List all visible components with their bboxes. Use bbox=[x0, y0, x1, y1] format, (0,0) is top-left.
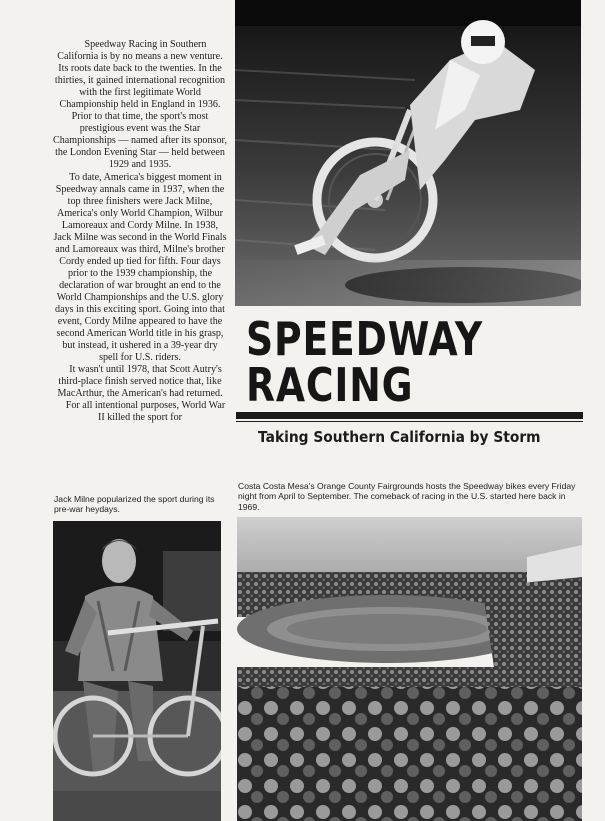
milne-caption: Jack Milne popularized the sport during its pre-war heydays. bbox=[54, 494, 215, 515]
article-body bbox=[53, 39, 227, 425]
jack-milne-photo bbox=[53, 521, 221, 821]
fairgrounds-stadium-photo bbox=[237, 517, 582, 821]
article-paragraph-4: For all intentional purposes, World War II killed the sport for bbox=[65, 400, 226, 424]
article-paragraph-2: To date, America's biggest moment in Speedway annals came in 1937, when the top three finishers were Jack Milne, America's only World Champion, Wilbur Lamoreaux and Cordy Milne. In 1938, Jack Milne was second in the World Finals and Lamoreaux was third, Milne's brother Cordy ended up tied for fifth. Four days prior to the 1939 championship, the declaration of war brought an end to the World Championships and the U.S. glory days in this exciting sport. Going into that event, Cordy Milne appeared to have the second American World title in his grasp, but instead, it ushered in a 39-year dry spell for U.S. riders. bbox=[53, 171, 227, 364]
fairgrounds-caption: Costa Costa Mesa's Orange County Fairgrounds hosts the Speedway bikes every Friday night from April to September. The comeback of racing in the U.S. started here back in 1969. bbox=[238, 481, 576, 512]
rider-cornering-photo bbox=[235, 0, 581, 306]
headline-line-1: SPEEDWAY bbox=[246, 312, 484, 366]
headline bbox=[246, 312, 525, 412]
headline-rule-thick bbox=[236, 412, 583, 419]
article-paragraph-1: Speedway Racing in Southern California is by no means a new venture. Its roots date back to the twenties. In the thirties, it gained international recognition with the first legitimate World Championship held in England in 1936. Prior to that time, the sport's most prestigious event was the Star Championships — named after its sponsor, the London Evening Star — held between 1929 and 1935. bbox=[53, 39, 227, 171]
subtitle: Taking Southern California by Storm bbox=[258, 428, 541, 446]
headline-rule-thin bbox=[236, 421, 583, 422]
headline-line-2: RACING bbox=[246, 358, 414, 412]
article-paragraph-3: It wasn't until 1978, that Scott Autry's third-place finish served notice that, like MacArthur, the American's had returned. bbox=[57, 364, 223, 400]
